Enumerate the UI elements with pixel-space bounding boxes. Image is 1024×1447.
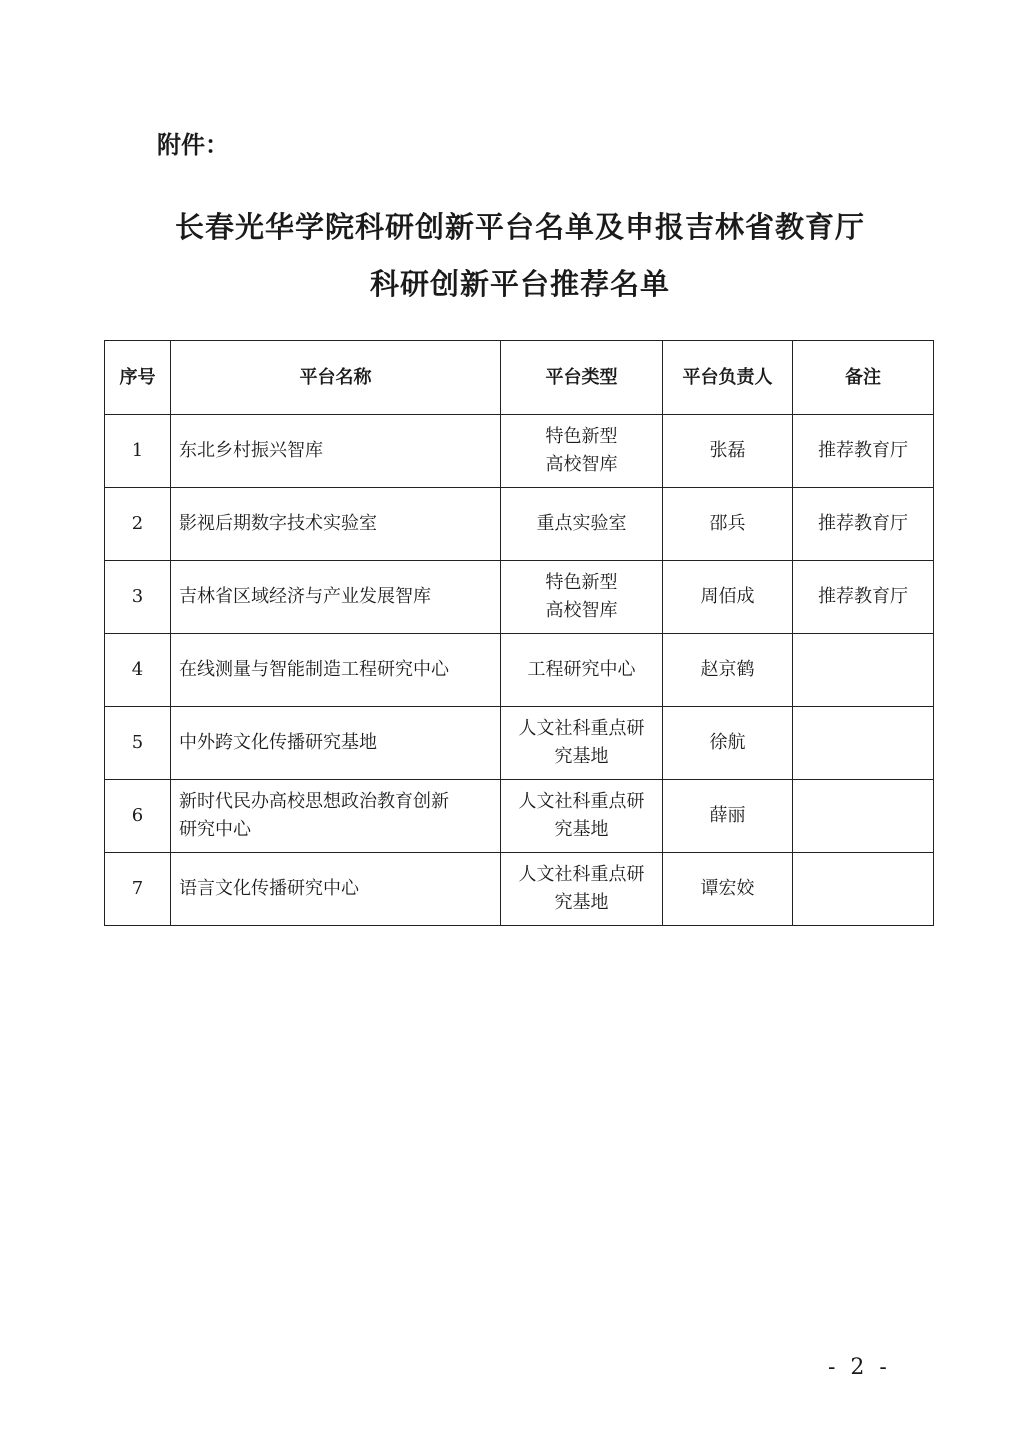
cell-note: [793, 707, 934, 780]
document-title-line-2: 科研创新平台推荐名单: [369, 267, 670, 301]
header-platform-name: 平台名称: [171, 341, 501, 415]
cell-note: 推荐教育厅: [793, 561, 934, 634]
cell-index: 7: [105, 853, 171, 926]
table-row: [105, 415, 934, 488]
cell-platform-leader: 徐航: [663, 707, 793, 780]
cell-platform-type: 工程研究中心: [501, 634, 663, 707]
table-row: [105, 853, 934, 926]
cell-index: 6: [105, 780, 171, 853]
cell-note: [793, 853, 934, 926]
cell-index: 2: [105, 488, 171, 561]
header-platform-leader: 平台负责人: [663, 341, 793, 415]
cell-platform-type: 特色新型 高校智库: [501, 415, 663, 488]
cell-note: [793, 780, 934, 853]
page-number: - 2 -: [828, 1355, 891, 1380]
table-row: [105, 488, 934, 561]
header-platform-type: 平台类型: [501, 341, 663, 415]
platform-table: [104, 340, 934, 926]
cell-platform-type: 特色新型 高校智库: [501, 561, 663, 634]
cell-note: [793, 634, 934, 707]
cell-platform-name: 新时代民办高校思想政治教育创新 研究中心: [171, 780, 501, 853]
cell-note: 推荐教育厅: [793, 415, 934, 488]
cell-platform-leader: 薛丽: [663, 780, 793, 853]
header-note: 备注: [793, 341, 934, 415]
table-row: [105, 634, 934, 707]
cell-platform-leader: 周佰成: [663, 561, 793, 634]
document-title-line-1: 长春光华学院科研创新平台名单及申报吉林省教育厅: [174, 210, 865, 244]
cell-platform-name: 语言文化传播研究中心: [171, 853, 501, 926]
table-row: [105, 561, 934, 634]
cell-index: 3: [105, 561, 171, 634]
cell-platform-leader: 邵兵: [663, 488, 793, 561]
cell-platform-name: 东北乡村振兴智库: [171, 415, 501, 488]
cell-platform-name: 吉林省区域经济与产业发展智库: [171, 561, 501, 634]
cell-platform-type: 人文社科重点研 究基地: [501, 707, 663, 780]
cell-index: 5: [105, 707, 171, 780]
cell-note: 推荐教育厅: [793, 488, 934, 561]
header-index: 序号: [105, 341, 171, 415]
cell-platform-leader: 赵京鹤: [663, 634, 793, 707]
cell-platform-leader: 张磊: [663, 415, 793, 488]
cell-platform-leader: 谭宏姣: [663, 853, 793, 926]
cell-index: 1: [105, 415, 171, 488]
table-header-row: [105, 341, 934, 415]
cell-platform-type: 重点实验室: [501, 488, 663, 561]
table-row: [105, 707, 934, 780]
cell-platform-type: 人文社科重点研 究基地: [501, 780, 663, 853]
cell-platform-name: 中外跨文化传播研究基地: [171, 707, 501, 780]
table-row: [105, 780, 934, 853]
attachment-label: 附件：: [157, 131, 229, 159]
cell-platform-type: 人文社科重点研 究基地: [501, 853, 663, 926]
cell-platform-name: 影视后期数字技术实验室: [171, 488, 501, 561]
cell-index: 4: [105, 634, 171, 707]
cell-platform-name: 在线测量与智能制造工程研究中心: [171, 634, 501, 707]
